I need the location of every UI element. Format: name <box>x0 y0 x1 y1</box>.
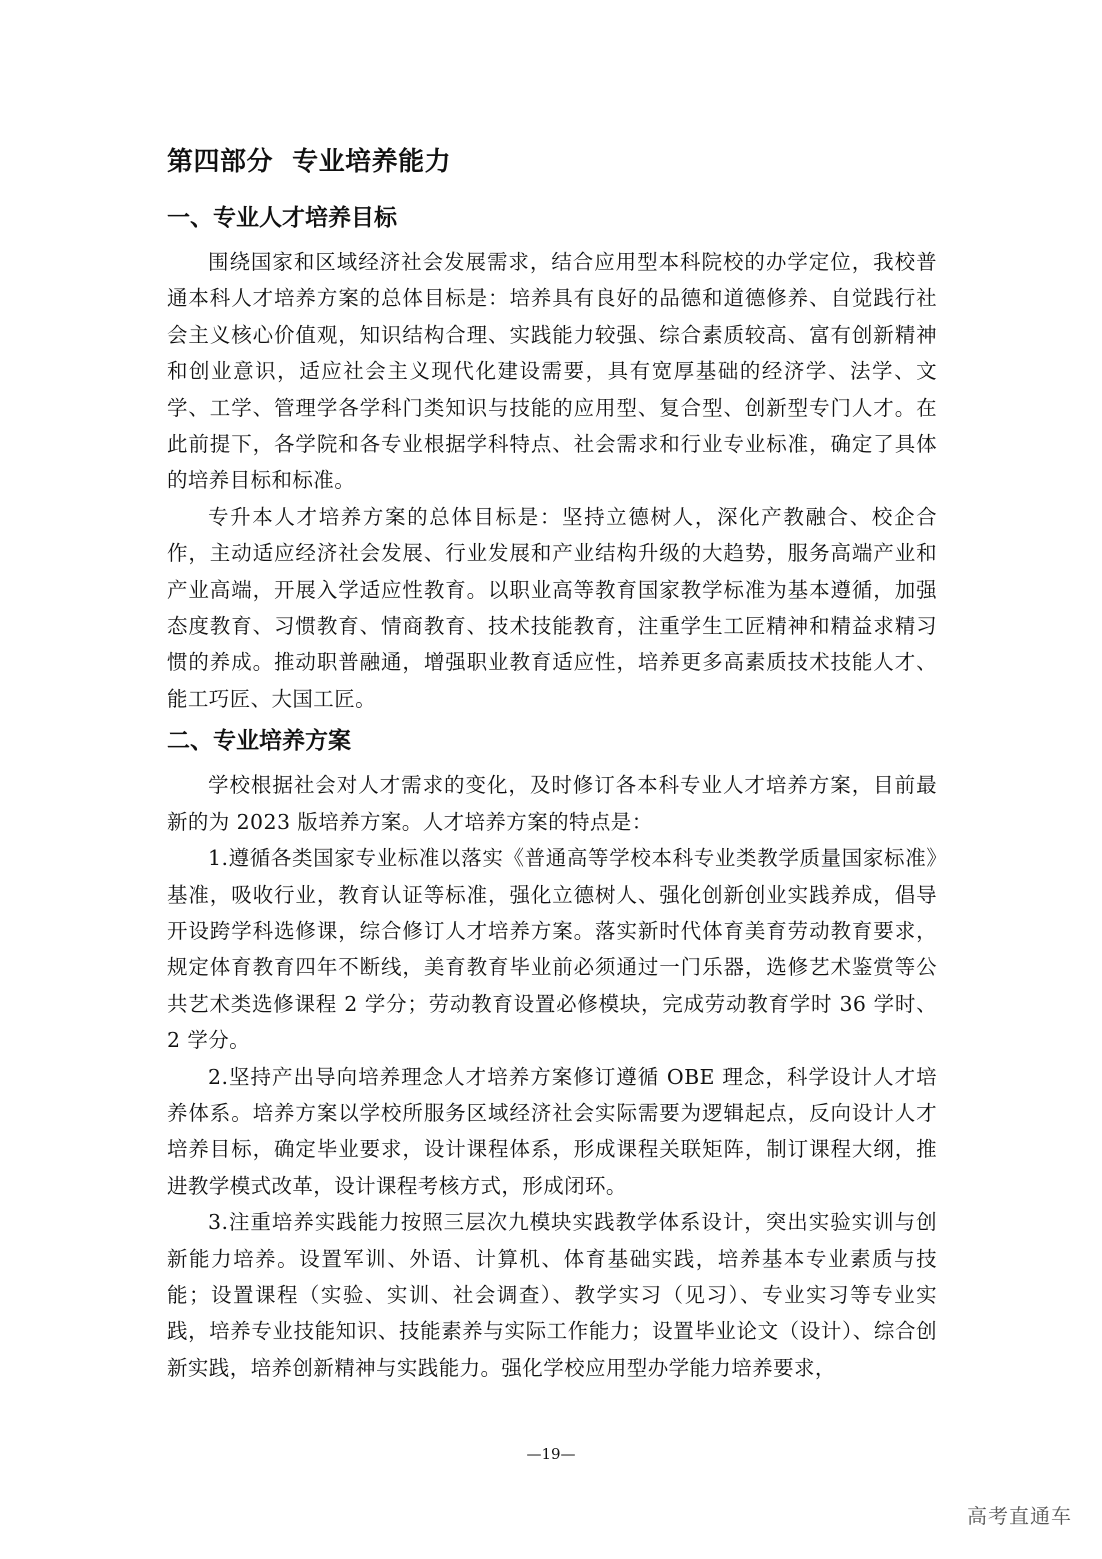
paragraph: 学校根据社会对人才需求的变化，及时修订各本科专业人才培养方案，目前最新的为 2023 版培养方案。人才培养方案的特点是： <box>167 773 937 834</box>
paragraph: 专升本人才培养方案的总体目标是：坚持立德树人，深化产教融合、校企合作，主动适应经济社会发展、行业发展和产业结构升级的大趋势，服务高端产业和产业高端，开展入学适应性教育。以职业高等教育国家教学标准为基本遵循，加强态度教育、习惯教育、情商教育、技术技能教育，注重学生工匠精神和精益求精习惯的养成。推动职普融通，增强职业教育适应性，培养更多高素质技术技能人才、能工巧匠、大国工匠。 <box>167 504 937 711</box>
page-content <box>167 140 937 1386</box>
list-item: 1.遵循各类国家专业标准以落实《普通高等学校本科专业类教学质量国家标准》基准，吸收行业，教育认证等标准，强化立德树人、强化创新创业实践养成，倡导开设跨学科选修课，综合修订人才培养方案。落实新时代体育美育劳动教育要求，规定体育教育四年不断线，美育教育毕业前必须通过一门乐器，选修艺术鉴赏等公共艺术类选修课程 2 学分；劳动教育设置必修模块，完成劳动教育学时 36 学时、2 学分。 <box>167 846 937 1053</box>
part-title: 第四部分 专业培养能力 <box>167 147 452 177</box>
paragraph: 围绕国家和区域经济社会发展需求，结合应用型本科院校的办学定位，我校普通本科人才培养方案的总体目标是：培养具有良好的品德和道德修养、自觉践行社会主义核心价值观，知识结构合理、实践能力较强、综合素质较高、富有创新精神和创业意识，适应社会主义现代化建设需要，具有宽厚基础的经济学、法学、文学、工学、管理学各学科门类知识与技能的应用型、复合型、创新型专门人才。在此前提下，各学院和各专业根据学科特点、社会需求和行业专业标准，确定了具体的培养目标和标准。 <box>167 250 937 493</box>
list-item: 2.坚持产出导向培养理念人才培养方案修订遵循 OBE 理念，科学设计人才培养体系。培养方案以学校所服务区域经济社会实际需要为逻辑起点，反向设计人才培养目标，确定毕业要求，设计课程体系，形成课程关联矩阵，制订课程大纲，推进教学模式改革，设计课程考核方式，形成闭环。 <box>167 1064 937 1198</box>
list-item: 3.注重培养实践能力按照三层次九模块实践教学体系设计，突出实验实训与创新能力培养。设置军训、外语、计算机、体育基础实践，培养基本专业素质与技能；设置课程（实验、实训、社会调查）、教学实习（见习）、专业实习等专业实践，培养专业技能知识、技能素养与实际工作能力；设置毕业论文（设计）、综合创新实践，培养创新精神与实践能力。强化学校应用型办学能力培养要求， <box>167 1210 937 1380</box>
section-heading-1: 一、专业人才培养目标 <box>167 205 397 231</box>
watermark: 高考直通车 <box>967 1504 1072 1528</box>
page-number: —19— <box>526 1445 576 1463</box>
section-heading-2: 二、专业培养方案 <box>167 728 351 755</box>
